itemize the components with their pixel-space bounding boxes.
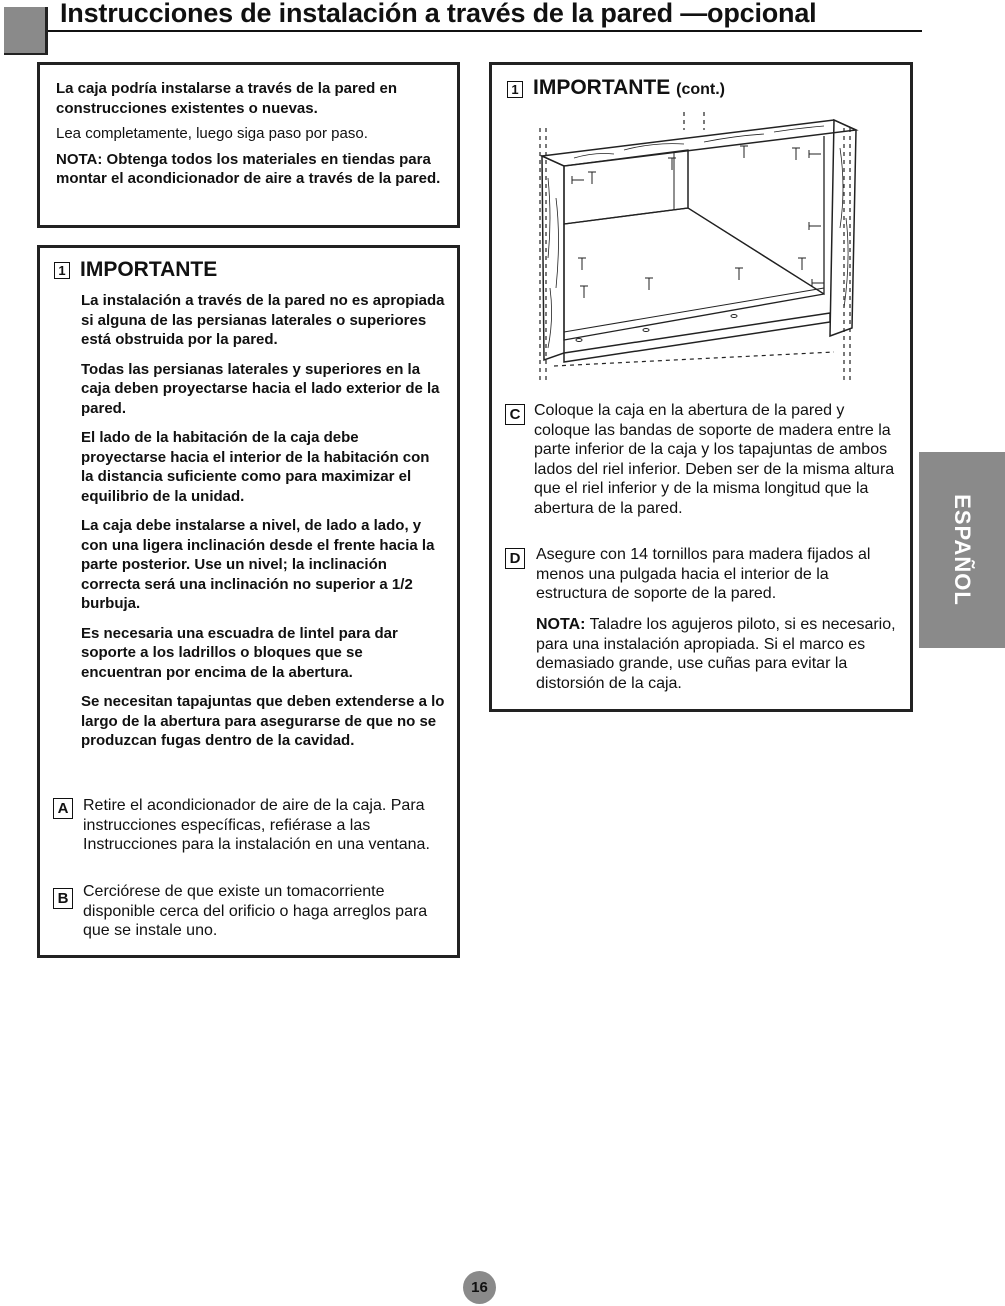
section-number: 1: [507, 81, 523, 98]
intro-text-1: La caja podría instalarse a través de la pared en construcciones existentes o nuevas.: [56, 80, 397, 117]
important-paragraph: Se necesitan tapajuntas que deben extenderse a lo largo de la abertura para asegurarse de que no se produzcan fugas dentro de la cavidad.: [81, 693, 445, 749]
step-a-text: Retire el acondicionador de aire de la caja. Para instrucciones específicas, refiérase a las Instrucciones para la instalación en una ventana.: [83, 797, 430, 853]
header-marker: [4, 7, 48, 54]
important-paragraph: La instalación a través de la pared no es apropiada si alguna de las persianas laterales o superiores está obstruida por la pared.: [81, 292, 445, 348]
note-paragraph: [536, 615, 901, 693]
step-c-text: Coloque la caja en la abertura de la pared y coloque las bandas de soporte de madera entre la parte inferior de la caja y los tapajuntas de ambos lados del riel inferior. Deben ser de la misma altura que el riel inferior y de la misma longitud que la abertura de la pared.: [534, 402, 895, 517]
important-paragraph: El lado de la habitación de la caja debe proyectarse hacia el interior de la habitación con la distancia suficiente como para maximizar el equilibrio de la unidad.: [81, 429, 430, 505]
header-divider: [4, 53, 48, 55]
page-number: 16: [463, 1271, 496, 1304]
important-paragraph: Es necesaria una escuadra de lintel para dar soporte a los ladrillos o bloques que se encuentran por encima de la abertura.: [81, 624, 398, 681]
important-cont-suffix: (cont.): [676, 81, 725, 98]
language-tab: [919, 452, 1005, 648]
step-b-text: Cerciórese de que existe un tomacorriente disponible cerca del orificio o haga arreglos para que se instale uno.: [83, 883, 428, 939]
intro-note: NOTA: Obtenga todos los materiales en tiendas para montar el acondicionador de aire a través de la pared.: [56, 150, 441, 187]
important-paragraph: Todas las persianas laterales y superiores en la caja deben proyectarse hacia el lado exterior de la pared.: [81, 360, 440, 417]
step-d-label: D: [505, 548, 525, 569]
page-title: Instrucciones de instalación a través de la pared —opcional: [60, 0, 817, 28]
language-tab-label: ESPAÑOL: [950, 494, 975, 606]
intro-text-2: Lea completamente, luego siga paso por paso.: [56, 125, 368, 142]
section-number: 1: [54, 262, 70, 279]
intro-box: [37, 62, 460, 228]
important-paragraph: La caja debe instalarse a nivel, de lado a lado, y con una ligera inclinación desde el frente hacia la parte posterior. Use un nivel; la inclinación correcta será una inclinación no superior a 1/2 burbuja.: [81, 517, 435, 612]
step-c-label: C: [505, 404, 525, 425]
important-title: IMPORTANTE: [80, 258, 218, 281]
step-d-text: Asegure con 14 tornillos para madera fijados al menos una pulgada hacia el interior de la estructura de soporte de la pared.: [536, 546, 871, 602]
step-b-label: B: [53, 888, 73, 909]
important-paragraphs: [81, 291, 446, 751]
important-cont-title: [533, 76, 725, 100]
important-cont-title-text: IMPORTANTE: [533, 76, 671, 99]
wall-sleeve-illustration: [534, 108, 864, 388]
note-label: NOTA:: [536, 616, 586, 633]
header-rule: [48, 30, 922, 32]
important-box: [37, 245, 460, 958]
step-a-label: A: [53, 798, 73, 819]
note-text: Taladre los agujeros piloto, si es necesario, para una instalación apropiada. Si el marco es demasiado grande, use cuñas para evitar la distorsión de la caja.: [536, 616, 896, 692]
